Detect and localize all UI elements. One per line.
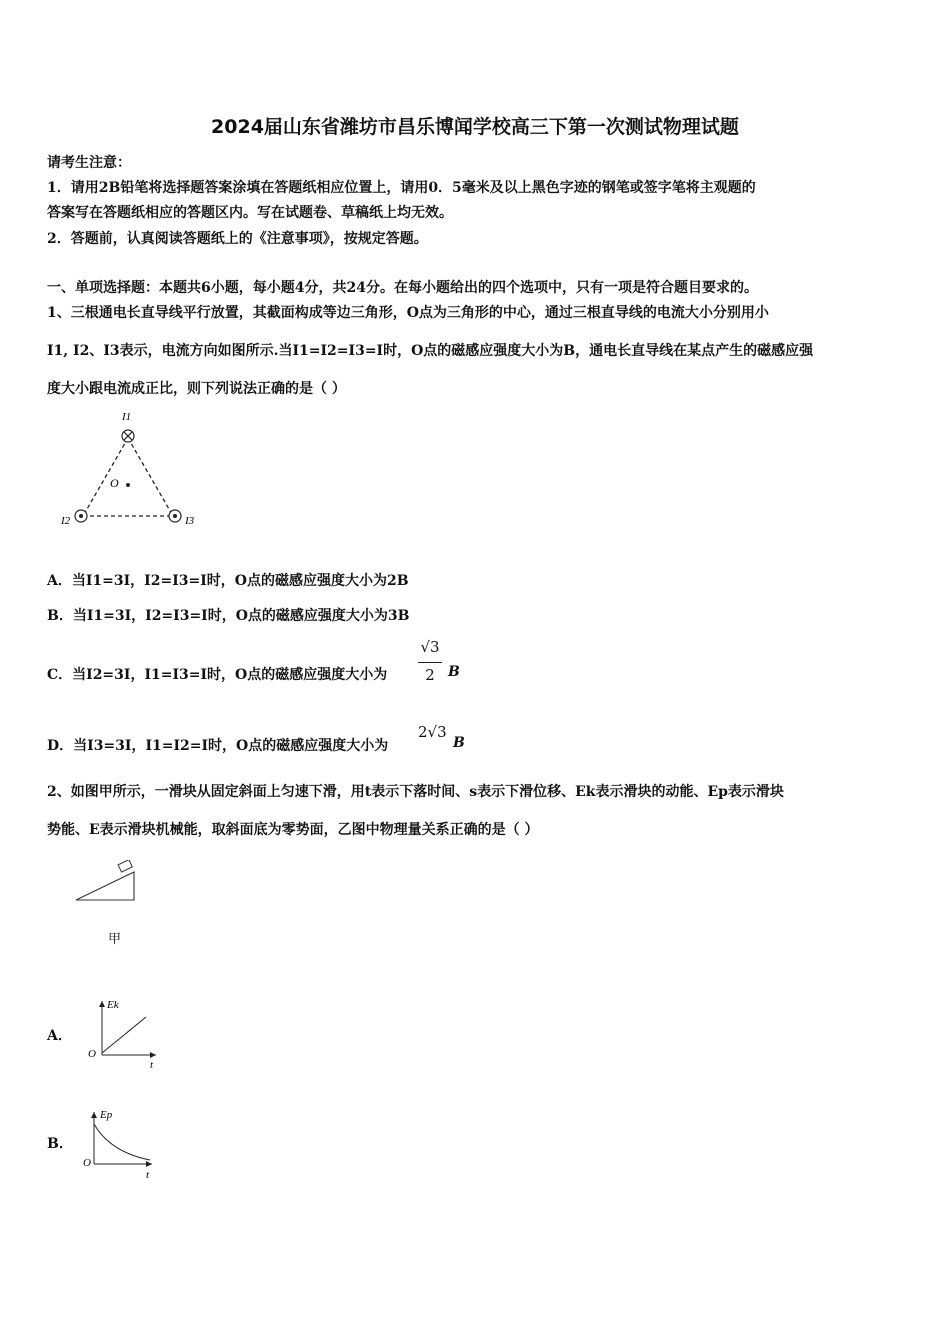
q2-incline-figure [72,860,142,905]
section-1-heading: 一、单项选择题：本题共6小题，每小题4分，共24分。在每小题给出的四个选项中，只有一项是符合题目要求的。 [47,280,758,296]
wire-i3-out-of-page-icon [169,510,181,522]
graph-b-x-label: t [146,1169,150,1181]
graph-b-origin: O [83,1157,91,1169]
graph-b-y-label: Ep [100,1109,113,1121]
label-i1: I1 [122,411,132,423]
q1-option-d[interactable]: D．当I3=3I，I1=I2=I时，O点的磁感应强度大小为 [47,738,389,754]
q1-triangle-figure [58,408,208,533]
q2-option-b-graph [80,1104,160,1184]
graph-a-x-label: t [150,1059,154,1071]
q2-option-b-label[interactable]: B． [47,1136,73,1152]
notice-heading: 请考生注意： [47,155,131,171]
notice-item-1b: 答案写在答题纸相应的答题区内。写在试题卷、草稿纸上均无效。 [47,205,453,221]
q1-option-d-tail: B [453,735,465,751]
q1-option-d-value: 2√3 [418,723,447,741]
label-i3: I3 [185,515,195,527]
page-title: 2024届山东省潍坊市昌乐博闻学校高三下第一次测试物理试题 [211,116,739,138]
q1-line-1: 1、三根通电长直导线平行放置，其截面构成等边三角形，O点为三角形的中心，通过三根直导线的电流大小分别用小 [47,305,769,321]
q1-option-c-denominator: 2 [425,666,435,684]
q1-line-3: 度大小跟电流成正比，则下列说法正确的是（ ） [47,381,346,397]
q2-option-a-label[interactable]: A． [47,1028,72,1044]
notice-item-2: 2．答题前，认真阅读答题纸上的《注意事项》，按规定答题。 [47,231,428,247]
q1-option-c[interactable]: C．当I2=3I，I1=I3=I时，O点的磁感应强度大小为 [47,667,388,683]
graph-a-origin: O [88,1048,96,1060]
q2-line-1: 2、如图甲所示，一滑块从固定斜面上匀速下滑，用t表示下落时间、s表示下滑位移、Ek表示滑块的动能、Ep表示滑块 [47,784,784,800]
graph-a-y-label: Ek [107,999,119,1011]
q1-line-2: I1, I2、I3表示，电流方向如图所示.当I1=I2=I3=I时，O点的磁感应强度大小为B，通电长直导线在某点产生的磁感应强 [47,343,814,359]
label-i2: I2 [61,515,71,527]
q1-option-a[interactable]: A．当I1=3I，I2=I3=I时，O点的磁感应强度大小为2B [47,573,409,589]
notice-item-1a: 1．请用2B铅笔将选择题答案涂填在答题纸相应位置上，请用0．5毫米及以上黑色字迹的钢笔或签字笔将主观题的 [47,180,756,196]
q1-option-c-tail: B [448,664,460,680]
q2-option-a-graph [84,993,164,1073]
q2-figure-caption: 甲 [108,932,122,947]
q1-option-b[interactable]: B．当I1=3I，I2=I3=I时，O点的磁感应强度大小为3B [47,608,410,624]
wire-i1-into-page-icon [122,430,134,442]
q1-option-c-fraction-bar [418,662,442,663]
label-o: O [110,476,119,490]
q1-option-c-numerator: √3 [420,638,440,656]
center-o-point [126,483,130,487]
q2-line-2: 势能、E表示滑块机械能，取斜面底为零势面，乙图中物理量关系正确的是（ ） [47,822,539,838]
wire-i2-out-of-page-icon [75,510,87,522]
